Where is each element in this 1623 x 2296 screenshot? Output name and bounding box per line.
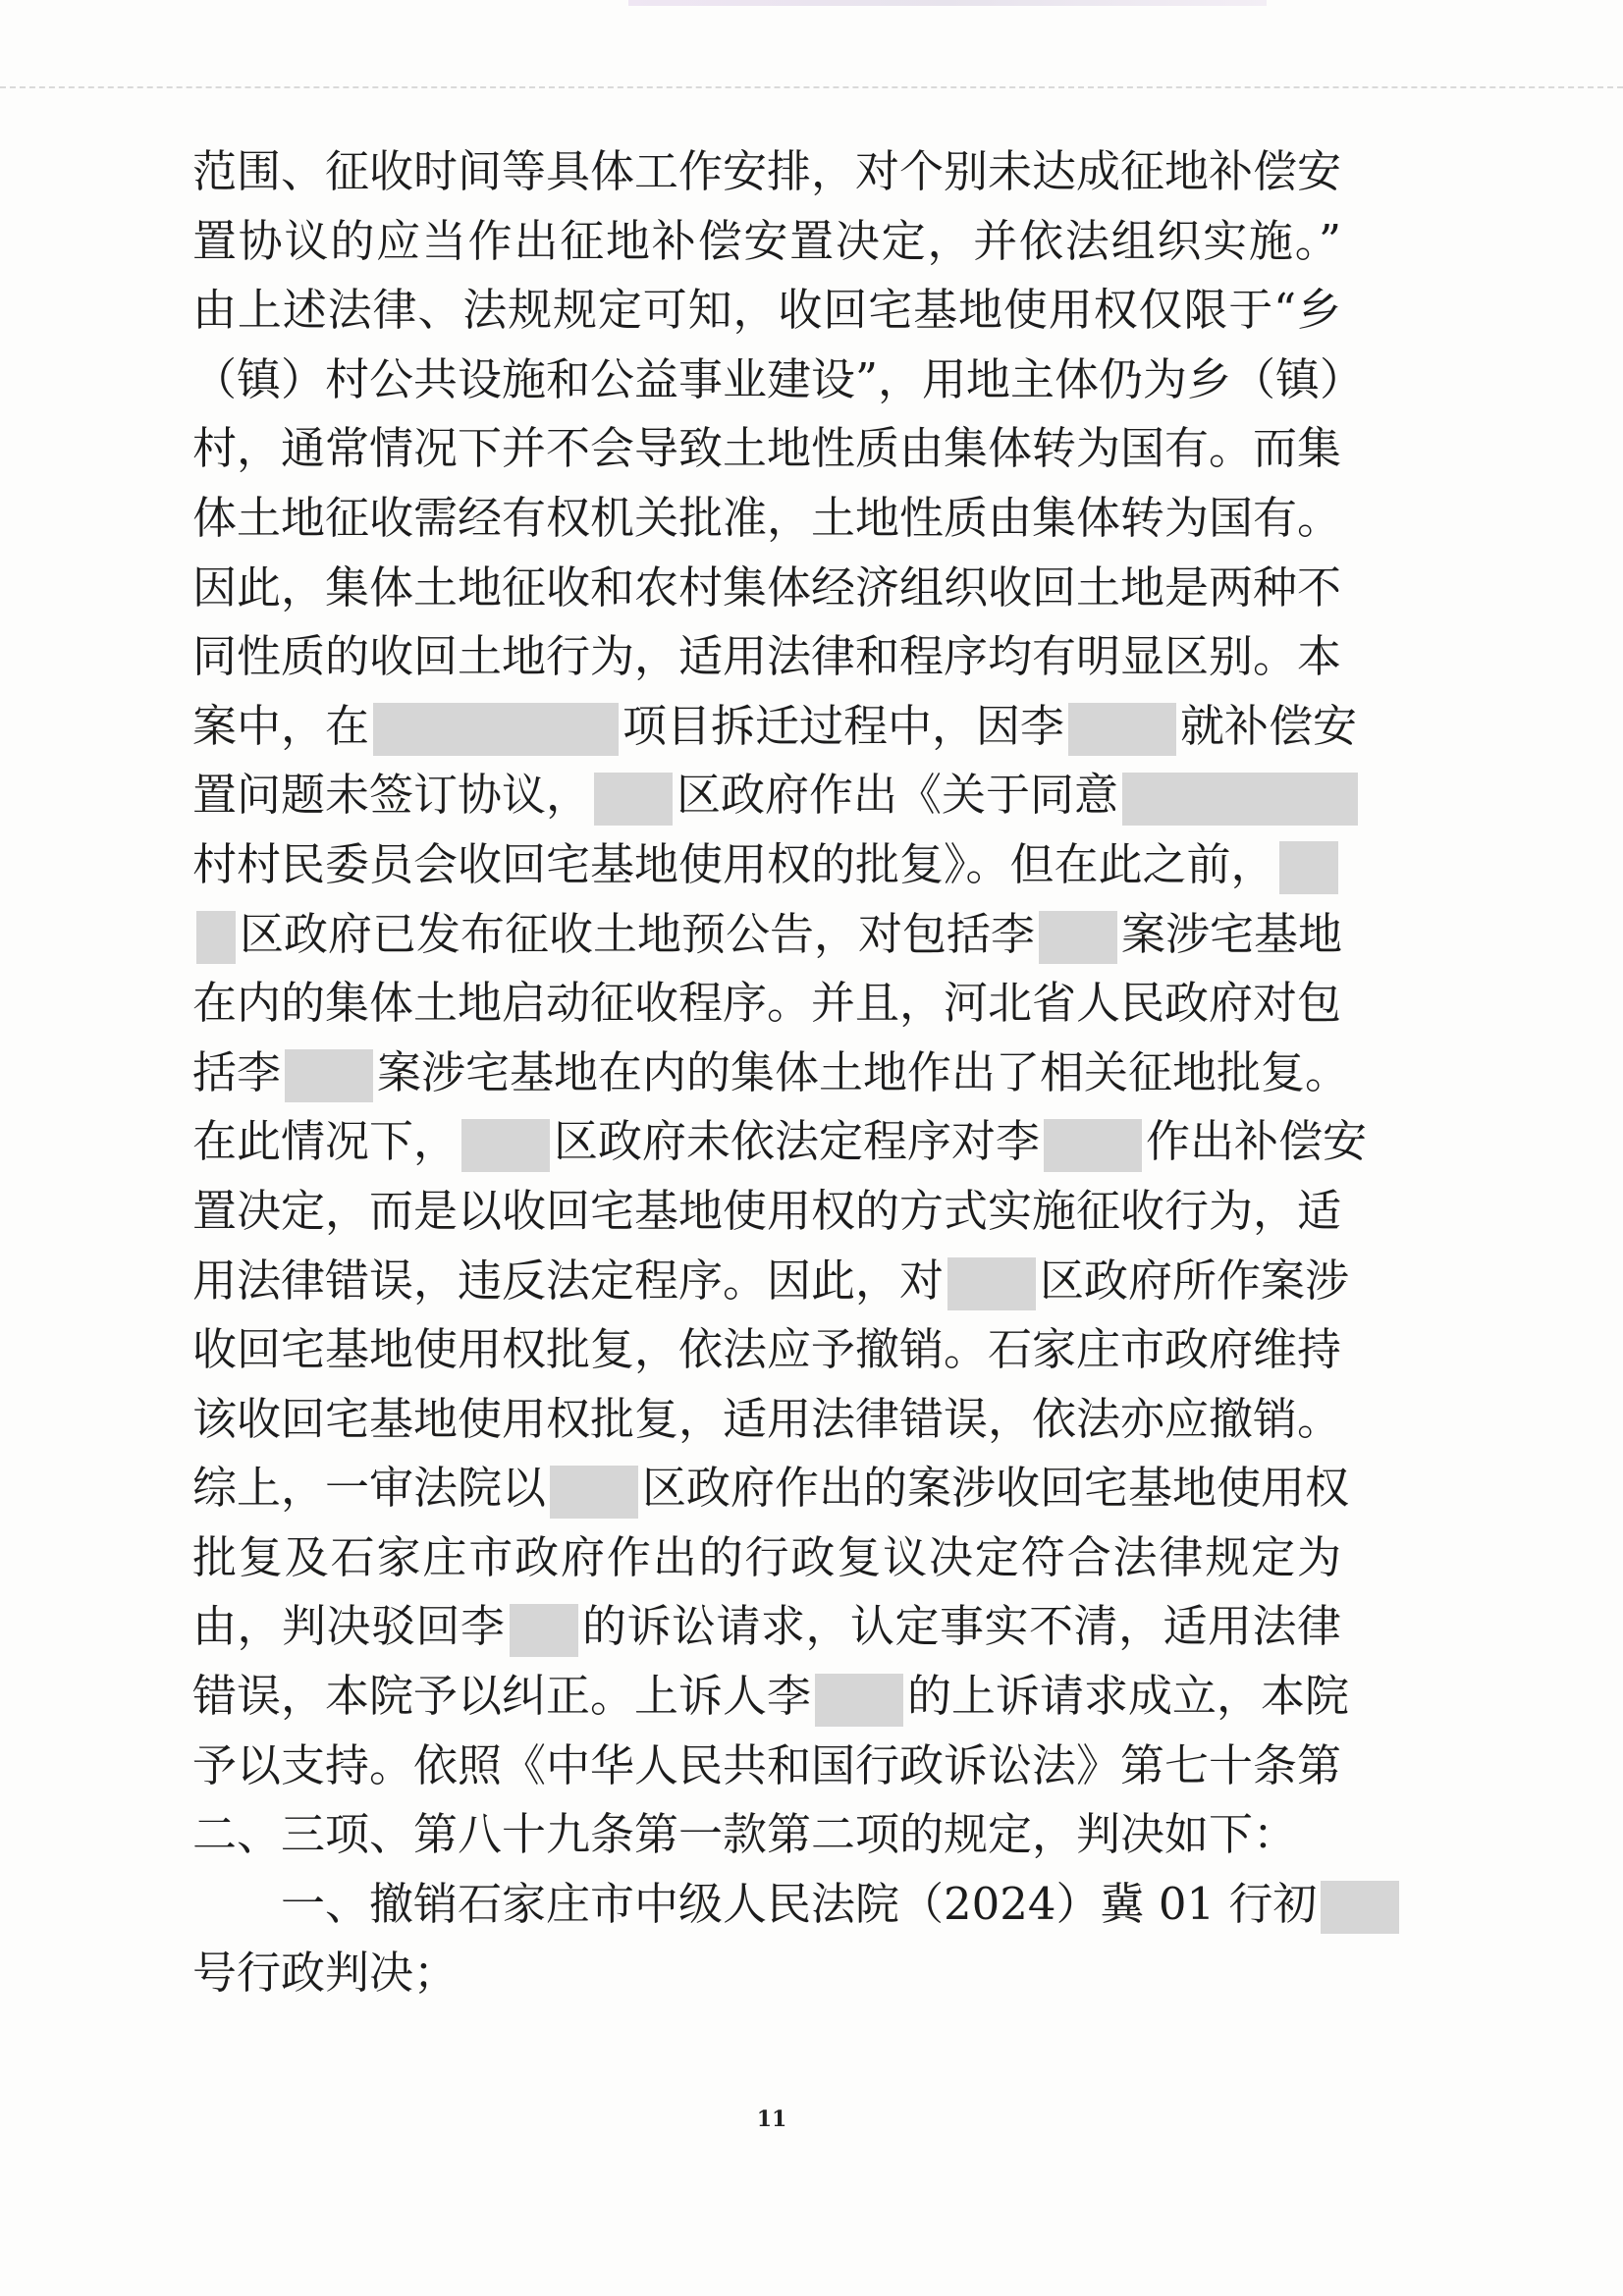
text-segment: 同性质的收回土地行为，适用法律和程序均有明显区别。本 [192, 630, 1342, 683]
text-segment: 案中，在 [192, 699, 370, 752]
text-line [192, 1177, 1341, 1247]
redaction-block [1321, 1881, 1399, 1934]
redaction-block [1044, 1119, 1142, 1172]
text-segment: 区政府已发布征收土地预公告，对包括李 [240, 907, 1036, 960]
text-line [192, 692, 1358, 762]
text-segment: 括李 [192, 1045, 282, 1098]
text-segment: 项目拆迁过程中，因李 [622, 699, 1065, 752]
text-segment: 就补偿安 [1180, 699, 1358, 752]
text-segment: 区政府所作案涉 [1040, 1254, 1350, 1307]
text-segment: 综上，一审法院以 [192, 1462, 547, 1515]
redaction-block [1279, 841, 1338, 894]
text-line [192, 1454, 1350, 1523]
text-segment: 由上述法律、法规规定可知，收回宅基地使用权仅限于“乡 [192, 284, 1341, 337]
text-segment: 一、撤销石家庄市中级人民法院（2024）冀 01 行初 [281, 1877, 1318, 1930]
text-line [192, 1662, 1350, 1732]
text-segment: 区政府未依法定程序对李 [554, 1115, 1041, 1168]
text-line [192, 1800, 1341, 1870]
text-line [192, 761, 1341, 830]
text-line [192, 1315, 1341, 1385]
text-segment: 作出补偿安 [1146, 1115, 1368, 1168]
text-line [192, 207, 1341, 277]
text-line [192, 1732, 1341, 1801]
text-segment: 区政府作出的案涉收回宅基地使用权 [642, 1462, 1350, 1515]
text-line [192, 1939, 1341, 2008]
text-segment: 因此，集体土地征收和农村集体经济组织收回土地是两种不 [192, 561, 1342, 614]
text-segment: 村，通常情况下并不会导致土地性质由集体转为国有。而集 [192, 422, 1342, 475]
text-segment: 错误，本院予以纠正。上诉人李 [192, 1670, 812, 1723]
text-segment: 二、三项、第八十九条第一款第二项的规定，判决如下： [192, 1808, 1298, 1861]
redaction-block [373, 703, 619, 756]
redaction-block [1039, 911, 1117, 964]
text-segment: 批复及石家庄市政府作出的行政复议决定符合法律规定为 [192, 1530, 1341, 1583]
text-segment: 号行政判决； [192, 1947, 459, 2000]
text-line [192, 414, 1341, 484]
text-segment: 体土地征收需经有权机关批准，土地性质由集体转为国有。 [192, 491, 1342, 544]
text-segment: 收回宅基地使用权批复，依法应予撤销。石家庄市政府维持 [192, 1323, 1342, 1376]
text-line [192, 1039, 1350, 1108]
text-segment: 范围、征收时间等具体工作安排，对个别未达成征地补偿安 [192, 145, 1342, 197]
text-segment: 在内的集体土地启动征收程序。并且，河北省人民政府对包 [192, 977, 1342, 1030]
text-line [192, 346, 1365, 415]
text-line [192, 622, 1341, 692]
text-segment: 案涉宅基地在内的集体土地作出了相关征地批复。 [377, 1045, 1350, 1098]
scan-edge-rule [0, 86, 1623, 88]
text-line [192, 1107, 1368, 1177]
text-line [192, 900, 1341, 970]
text-segment: 予以支持。依照《中华人民共和国行政诉讼法》第七十条第 [192, 1738, 1342, 1791]
page-number: 11 [756, 2107, 787, 2132]
text-segment: 该收回宅基地使用权批复，适用法律错误，依法亦应撤销。 [192, 1392, 1342, 1445]
text-line [192, 554, 1341, 623]
text-segment: 置协议的应当作出征地补偿安置决定，并依法组织实施。” [192, 214, 1341, 267]
text-segment: 由，判决驳回李 [192, 1600, 506, 1653]
text-segment: 区政府作出《关于同意 [676, 769, 1119, 822]
text-segment: 案涉宅基地 [1121, 907, 1343, 960]
text-segment: （镇）村公共设施和公益事业建设”，用地主体仍为乡（镇） [192, 352, 1365, 405]
text-segment: 用法律错误，违反法定程序。因此，对 [192, 1254, 945, 1307]
text-segment: 在此情况下， [192, 1115, 459, 1168]
redaction-block [815, 1674, 903, 1727]
text-line [192, 1870, 1341, 1940]
text-segment: 的上诉请求成立，本院 [907, 1670, 1350, 1723]
judgment-body-text [192, 137, 1368, 2008]
text-line [192, 276, 1341, 346]
text-line [192, 1592, 1341, 1662]
text-line [192, 969, 1341, 1039]
redaction-block [510, 1604, 578, 1657]
scan-edge-band [628, 0, 1267, 6]
text-line [192, 137, 1341, 207]
text-segment: 置决定，而是以收回宅基地使用权的方式实施征收行为，适 [192, 1184, 1342, 1237]
text-line [192, 1523, 1341, 1593]
text-line [192, 1247, 1350, 1316]
redaction-block [550, 1466, 638, 1519]
redaction-block [196, 911, 236, 964]
redaction-block [1122, 773, 1358, 826]
text-line [192, 830, 1341, 900]
text-segment: 村村民委员会收回宅基地使用权的批复》。但在此之前， [192, 837, 1275, 890]
text-line [192, 484, 1341, 554]
text-segment: 置问题未签订协议， [192, 769, 591, 822]
redaction-block [461, 1119, 550, 1172]
redaction-block [285, 1049, 373, 1102]
text-line [192, 1385, 1341, 1455]
redaction-block [594, 773, 673, 826]
redaction-block [947, 1257, 1036, 1310]
text-segment: 的诉讼请求，认定事实不清，适用法律 [581, 1600, 1341, 1653]
redaction-block [1068, 703, 1176, 756]
